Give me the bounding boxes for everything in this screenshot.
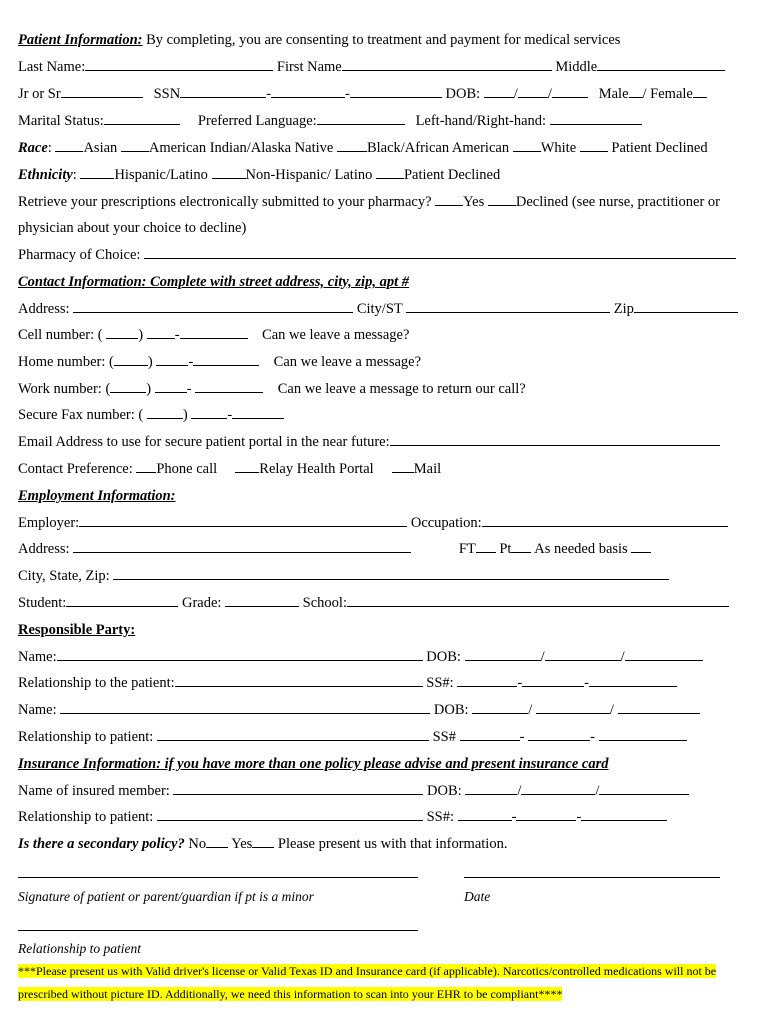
occupation-label: Occupation:: [410, 515, 482, 531]
cell-row: Cell number: ( ) - Can we leave a message?: [18, 327, 410, 343]
fax-label: Secure Fax number:: [18, 407, 135, 423]
race-declined-check[interactable]: [580, 138, 608, 152]
cell-area-field[interactable]: [106, 325, 138, 339]
contact-preference-label: Contact Preference:: [18, 461, 133, 477]
secondary-yes-check[interactable]: [252, 834, 274, 848]
first-name-field[interactable]: [342, 57, 552, 71]
insured-ss-part3[interactable]: [581, 807, 667, 821]
employer-address-label: Address:: [18, 541, 70, 557]
contact-address-field[interactable]: [73, 299, 353, 313]
grade-label: Grade:: [181, 595, 222, 611]
home-row: Home number: ( ) - Can we leave a message?: [18, 354, 422, 370]
pharmacy-label: Pharmacy of Choice:: [18, 247, 141, 263]
zip-field[interactable]: [634, 299, 738, 313]
dob-day-field[interactable]: [518, 84, 548, 98]
city-state-zip-label: City, State, Zip:: [18, 568, 110, 584]
fax-row: Secure Fax number: ( ) -: [18, 405, 760, 425]
insured-relationship-row: Relationship to patient: SS#: - -: [18, 807, 760, 827]
female-field[interactable]: [693, 84, 707, 98]
signature-line[interactable]: [18, 876, 418, 878]
student-label: Student:: [18, 595, 67, 611]
rx-declined-check[interactable]: [488, 192, 516, 206]
insurance-heading: Insurance Information: if you have more than one policy please advise and present insurance card: [18, 756, 609, 772]
fax-line-field[interactable]: [232, 405, 284, 419]
insured-dob-month[interactable]: [465, 781, 517, 795]
responsible1-relationship-label: Relationship to the patient:: [18, 675, 175, 691]
patient-info-heading: Patient Information:: [18, 32, 143, 48]
suffix-field[interactable]: [61, 84, 143, 98]
employer-address-row: [18, 539, 760, 559]
language-label: Preferred Language:: [197, 113, 317, 129]
responsible1-ss-label: SS#:: [426, 675, 454, 691]
dob-year-field[interactable]: [552, 84, 588, 98]
marital-language-row: [18, 111, 760, 131]
patient-info-header-line: [18, 30, 760, 50]
insured-dob-year[interactable]: [599, 781, 689, 795]
ethnicity-row: Ethnicity: Hispanic/Latino Non-Hispanic/ Latino Patient Declined: [18, 167, 501, 183]
insured-dob-day[interactable]: [521, 781, 595, 795]
marital-status-label: Marital Status:: [18, 113, 104, 129]
race-black-check[interactable]: [337, 138, 367, 152]
insured-ss-part1[interactable]: [458, 807, 512, 821]
handedness-field[interactable]: [550, 111, 642, 125]
student-row: [18, 593, 760, 613]
responsible1-dob-month[interactable]: [465, 647, 541, 661]
responsible2-relationship-row: Relationship to patient: SS# - -: [18, 727, 760, 747]
cell-message-question: Can we leave a message?: [262, 327, 410, 343]
responsible2-relationship-label: Relationship to patient:: [18, 729, 154, 745]
cell-label: Cell number:: [18, 327, 95, 343]
responsible1-dob-year[interactable]: [625, 647, 703, 661]
secondary-no-check[interactable]: [206, 834, 228, 848]
ssn-label: SSN: [153, 86, 181, 102]
employment-heading-row: [18, 486, 760, 506]
secondary-yes-label: Yes: [231, 836, 253, 852]
insured-ss-part2[interactable]: [516, 807, 576, 821]
responsible2-name-row: Name: DOB: / /: [18, 700, 760, 720]
rx-declined-label: Declined (see nurse, practitioner or: [515, 194, 721, 210]
pref-phone-check[interactable]: [136, 459, 156, 473]
responsible1-ss-part2[interactable]: [522, 673, 584, 687]
ethnicity-nonhispanic-check[interactable]: [212, 165, 246, 179]
employer-label: Employer:: [18, 515, 80, 531]
responsible2-ss-part3[interactable]: [599, 727, 687, 741]
last-name-label: Last Name:: [18, 59, 86, 75]
occupation-field[interactable]: [482, 513, 728, 527]
zip-label: Zip: [613, 301, 634, 317]
relationship-signature-line[interactable]: [18, 929, 418, 931]
date-label: Date: [464, 889, 491, 904]
insured-name-label: Name of insured member:: [18, 783, 170, 799]
first-name-label: First Name: [276, 59, 342, 75]
fax-prefix-field[interactable]: [191, 405, 227, 419]
middle-name-field[interactable]: [597, 57, 725, 71]
id-notice-line2: prescribed without picture ID. Additionally, we need this information to scan into your EHR to be compliant****: [18, 986, 563, 1001]
work-message-question: Can we leave a message to return our call?: [277, 381, 526, 397]
responsible2-ss-part2[interactable]: [528, 727, 590, 741]
rx-continued-text: physician about your choice to decline): [18, 220, 247, 236]
language-field[interactable]: [317, 111, 405, 125]
as-needed-check[interactable]: [631, 539, 651, 553]
ethnicity-declined-check[interactable]: [376, 165, 404, 179]
handedness-label: Left-hand/Right-hand:: [415, 113, 547, 129]
race-black-label: Black/African American: [366, 140, 510, 156]
ssn-part3-field[interactable]: [350, 84, 442, 98]
ft-check[interactable]: [476, 539, 496, 553]
responsible2-relationship-field[interactable]: [157, 727, 429, 741]
home-line-field[interactable]: [193, 352, 259, 366]
last-name-field[interactable]: [85, 57, 273, 71]
contact-heading: Contact Information: Complete with street address, city, zip, apt #: [18, 274, 409, 290]
suffix-ssn-dob-row: Jr or Sr SSN - - DOB: / / Male / Female: [18, 84, 760, 104]
male-label: Male: [598, 86, 629, 102]
race-asian-check[interactable]: [55, 138, 83, 152]
secondary-policy-question: Is there a secondary policy?: [18, 836, 185, 852]
email-field[interactable]: [390, 432, 720, 446]
ssn-part2-field[interactable]: [271, 84, 345, 98]
city-st-label: City/ST: [356, 301, 403, 317]
contact-address-label: Address:: [18, 301, 70, 317]
id-notice: [18, 960, 756, 1005]
race-row: Race: Asian American Indian/Alaska Native Black/African American White Patient Declined: [18, 140, 708, 156]
date-line[interactable]: [464, 876, 720, 878]
pref-phone-label: Phone call: [156, 461, 218, 477]
responsible-heading: Responsible Party:: [18, 622, 136, 638]
contact-preference-row: [18, 459, 760, 479]
work-line-field[interactable]: [195, 379, 263, 393]
secondary-policy-row: [18, 834, 760, 854]
responsible2-name-label: Name:: [18, 702, 57, 718]
consent-text: By completing, you are consenting to treatment and payment for medical services: [146, 32, 621, 48]
city-state-zip-row: [18, 566, 760, 586]
ssn-part1-field[interactable]: [180, 84, 266, 98]
cell-prefix-field[interactable]: [147, 325, 175, 339]
female-label: Female: [650, 86, 693, 102]
home-prefix-field[interactable]: [156, 352, 188, 366]
responsible1-relationship-row: Relationship to the patient: SS#: - -: [18, 673, 760, 693]
responsible2-ss-label: SS#: [432, 729, 456, 745]
secondary-note: Please present us with that information.: [277, 836, 508, 852]
dob-label: DOB:: [445, 86, 481, 102]
race-asian-label: Asian: [83, 140, 118, 156]
city-state-zip-field[interactable]: [113, 566, 669, 580]
insured-name-field[interactable]: [173, 781, 423, 795]
employer-row: [18, 513, 760, 533]
as-needed-label: As needed basis: [534, 541, 628, 557]
responsible2-dob-year[interactable]: [618, 700, 700, 714]
race-native-check[interactable]: [121, 138, 149, 152]
pref-portal-label: Relay Health Portal: [259, 461, 374, 477]
insured-name-row: Name of insured member: DOB: / /: [18, 781, 760, 801]
middle-name-label: Middle: [555, 59, 598, 75]
responsible1-relationship-field[interactable]: [175, 673, 423, 687]
employer-address-field[interactable]: [73, 539, 411, 553]
signature-label: Signature of patient or parent/guardian if pt is a minor: [18, 889, 314, 904]
ethnicity-declined-label: Patient Declined: [403, 167, 501, 183]
rx-continued-row: [18, 218, 760, 238]
pref-portal-check[interactable]: [235, 459, 259, 473]
insured-ss-label: SS#:: [426, 809, 454, 825]
ethnicity-nonhispanic-label: Non-Hispanic/ Latino: [245, 167, 373, 183]
fax-area-field[interactable]: [147, 405, 183, 419]
suffix-label: Jr or Sr: [18, 86, 61, 102]
responsible1-dob-label: DOB:: [426, 649, 461, 665]
responsible-heading-row: [18, 620, 760, 640]
race-declined-label: Patient Declined: [611, 140, 708, 156]
ethnicity-hispanic-label: Hispanic/Latino: [114, 167, 208, 183]
responsible1-name-label: Name:: [18, 649, 57, 665]
work-area-field[interactable]: [110, 379, 146, 393]
pref-mail-label: Mail: [413, 461, 442, 477]
student-field[interactable]: [66, 593, 178, 607]
pt-label: Pt: [499, 541, 512, 557]
responsible1-name-row: Name: DOB: / /: [18, 647, 760, 667]
marital-status-field[interactable]: [104, 111, 180, 125]
insurance-heading-row: [18, 754, 760, 774]
contact-address-row: [18, 299, 760, 319]
name-row: [18, 57, 760, 77]
insured-relationship-label: Relationship to patient:: [18, 809, 154, 825]
work-prefix-field[interactable]: [155, 379, 187, 393]
relationship-signature-label-row: [18, 939, 760, 959]
ethnicity-hispanic-check[interactable]: [80, 165, 114, 179]
rx-row: [18, 192, 760, 212]
male-field[interactable]: [629, 84, 643, 98]
insured-dob-label: DOB:: [427, 783, 462, 799]
ethnicity-label: Ethnicity: [18, 167, 73, 183]
responsible2-name-field[interactable]: [60, 700, 430, 714]
home-message-question: Can we leave a message?: [273, 354, 422, 370]
email-label: Email Address to use for secure patient portal in the near future:: [18, 434, 390, 450]
rx-question: Retrieve your prescriptions electronically submitted to your pharmacy?: [18, 194, 432, 210]
race-white-check[interactable]: [513, 138, 541, 152]
responsible1-name-field[interactable]: [57, 647, 423, 661]
email-row: [18, 432, 760, 452]
pref-mail-check[interactable]: [392, 459, 414, 473]
city-st-field[interactable]: [406, 299, 610, 313]
pt-check[interactable]: [511, 539, 531, 553]
race-native-label: American Indian/Alaska Native: [148, 140, 334, 156]
race-label: Race: [18, 140, 48, 156]
responsible1-dob-day[interactable]: [545, 647, 621, 661]
contact-heading-row: [18, 272, 760, 292]
responsible1-ss-part1[interactable]: [457, 673, 517, 687]
school-label: School:: [302, 595, 347, 611]
pharmacy-row: [18, 245, 760, 265]
responsible1-ss-part3[interactable]: [589, 673, 677, 687]
dob-month-field[interactable]: [484, 84, 514, 98]
date-label-row: [464, 887, 760, 907]
responsible2-dob-day[interactable]: [536, 700, 610, 714]
responsible2-ss-part1[interactable]: [460, 727, 520, 741]
rx-yes-label: Yes: [463, 194, 485, 210]
secondary-no-label: No: [188, 836, 207, 852]
work-label: Work number:: [18, 381, 102, 397]
home-area-field[interactable]: [114, 352, 148, 366]
school-field[interactable]: [347, 593, 729, 607]
cell-line-field[interactable]: [180, 325, 248, 339]
employer-field[interactable]: [79, 513, 407, 527]
responsible2-dob-label: DOB:: [433, 702, 469, 718]
rx-yes-check[interactable]: [435, 192, 463, 206]
pharmacy-field[interactable]: [144, 245, 736, 259]
home-label: Home number:: [18, 354, 106, 370]
id-notice-line1: ***Please present us with Valid driver's license or Valid Texas ID and Insurance card (if applicable). Narcotics/controlled medications will not be: [18, 964, 717, 978]
race-white-label: White: [540, 140, 577, 156]
responsible2-dob-month[interactable]: [472, 700, 528, 714]
ft-label: FT: [458, 541, 476, 557]
work-row: Work number: ( ) - Can we leave a message to return our call?: [18, 381, 526, 397]
relationship-signature-label: Relationship to patient: [18, 941, 141, 956]
insured-relationship-field[interactable]: [157, 807, 423, 821]
grade-field[interactable]: [225, 593, 299, 607]
employment-heading: Employment Information:: [18, 488, 176, 504]
